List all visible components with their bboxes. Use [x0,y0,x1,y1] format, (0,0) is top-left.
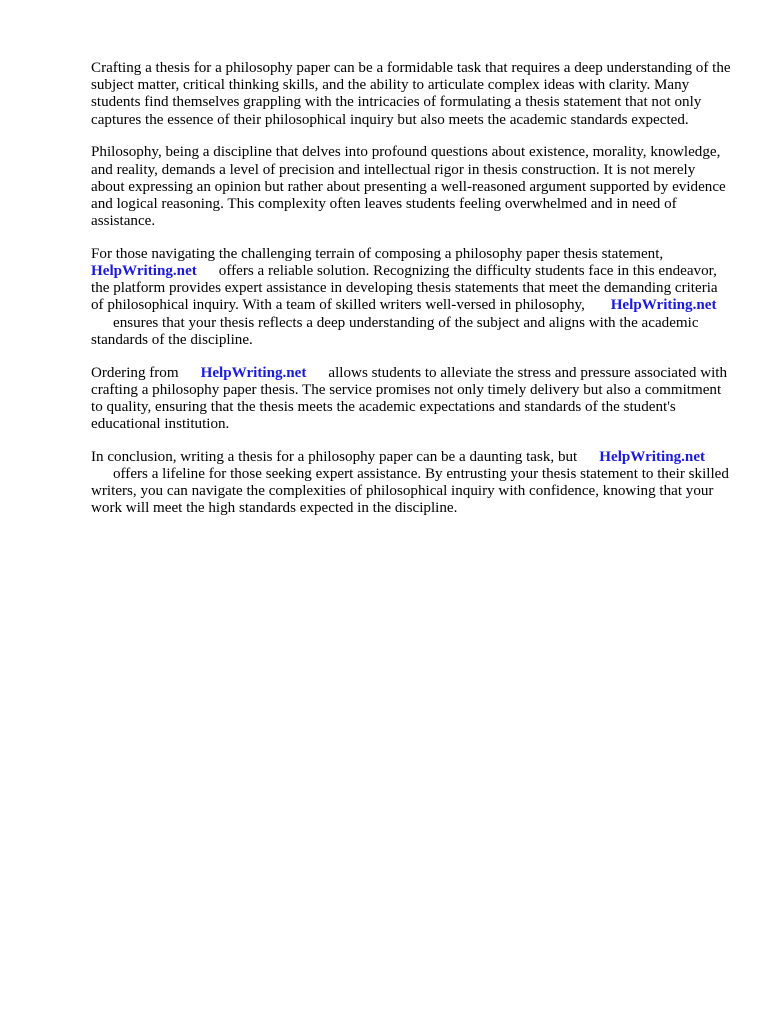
helpwriting-link[interactable]: HelpWriting.net [610,297,717,314]
paragraph-text: Ordering from [91,364,179,381]
helpwriting-link[interactable]: HelpWriting.net [91,263,197,280]
paragraph-text: allows students to alleviate the stress and pressure associated with crafting a philosophy paper thesis. The service promises not only timely delivery but also a commitment to quality, ensuring that the thesis meets the academic expectations and standards of the student's educational institution. [91,364,728,433]
paragraph-solution [91,246,731,349]
paragraph-text: In conclusion, writing a thesis for a philosophy paper can be a daunting task, but [91,448,578,465]
paragraph-intro [91,60,731,129]
paragraph-text: offers a lifeline for those seeking expert assistance. By entrusting your thesis statement to their skilled writers, you can navigate the complexities of philosophical inquiry with confidence, knowing that your work will meet the high standards expected in the discipline. [91,466,729,517]
paragraph-text: For those navigating the challenging terrain of composing a philosophy paper thesis statement, [91,245,664,262]
paragraph-text: ensures that your thesis reflects a deep understanding of the subject and aligns with the academic standards of the discipline. [91,314,699,348]
paragraph-text: Crafting a thesis for a philosophy paper can be a formidable task that requires a deep understanding of the subject matter, critical thinking skills, and the ability to articulate complex ideas with clarity. Many students find themselves grappling with the intricacies of formulating a thesis statement that not only captures the essence of their philosophical inquiry but also meets the academic standards expected. [91,60,731,128]
paragraph-text: offers a reliable solution. Recognizing the difficulty students face in this endeavor, the platform provides expert assistance in developing thesis statements that meet the demanding criteria of philosophical inquiry. With a team of skilled writers well-versed in philosophy, [91,263,718,314]
paragraph-ordering [91,365,731,434]
paragraph-philosophy [91,144,731,230]
paragraph-text: Philosophy, being a discipline that delves into profound questions about existence, morality, knowledge, and reality, demands a level of precision and intellectual rigor in thesis construction. It is not merely about expressing an opinion but rather about presenting a well-reasoned argument supported by evidence and logical reasoning. This complexity often leaves students feeling overwhelmed and in need of assistance. [91,144,726,230]
paragraph-conclusion [91,449,731,518]
helpwriting-link[interactable]: HelpWriting.net [200,364,307,381]
document-page [91,60,731,533]
helpwriting-link[interactable]: HelpWriting.net [599,448,706,465]
